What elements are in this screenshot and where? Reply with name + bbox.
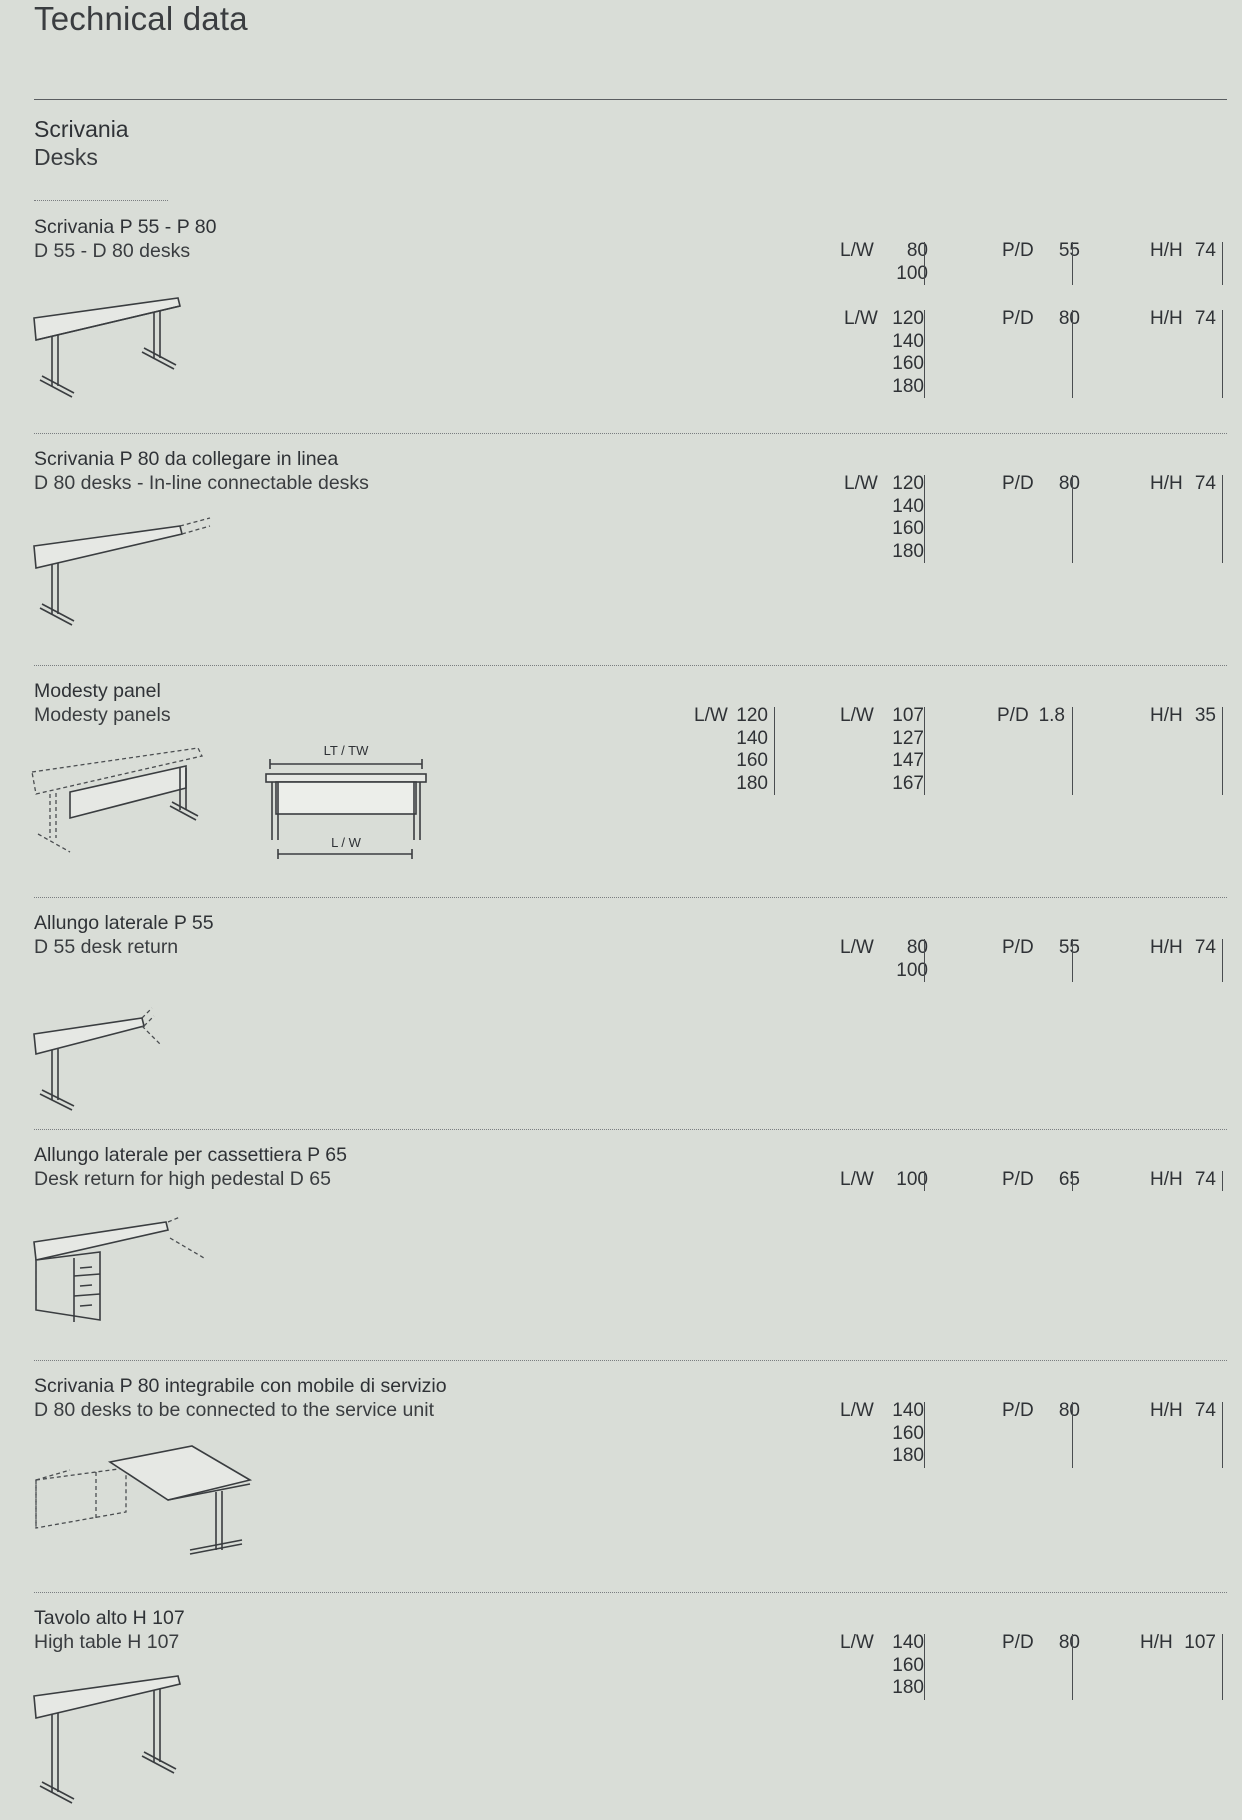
- title-divider: [34, 99, 1227, 100]
- dim-lw: L/W 120 140 160 180: [844, 473, 924, 562]
- item-title-it: Modesty panel: [34, 680, 161, 702]
- pedestal-return-illustration: [30, 1212, 210, 1327]
- section-title-it: Scrivania: [34, 116, 129, 142]
- dim-lw: L/W 140 160 180: [840, 1632, 924, 1698]
- item-title-it: Scrivania P 80 da collegare in linea: [34, 448, 339, 470]
- desk-illustration: [30, 290, 190, 405]
- item-title-en: High table H 107: [34, 1631, 180, 1653]
- service-unit-desk-illustration: [30, 1440, 260, 1565]
- dim-hh: H/H 74: [1148, 937, 1228, 982]
- dim-hh: H/H 35: [1148, 705, 1228, 795]
- diagram-label-top: LT / TW: [323, 743, 369, 758]
- dim-hh: H/H 107: [1138, 1632, 1228, 1700]
- dim-pd: P/D 80: [1002, 308, 1092, 398]
- dim-hh: H/H 74: [1148, 240, 1228, 285]
- item-title-it: Scrivania P 55 - P 80: [34, 216, 217, 238]
- section-divider: [34, 200, 168, 201]
- diagram-label-bottom: L / W: [331, 835, 361, 850]
- dim-pd: P/D 80: [1002, 473, 1092, 563]
- dim-pd: P/D 80: [1002, 1632, 1092, 1700]
- dim-lw: L/W 80 100: [840, 937, 928, 981]
- dim-hh: H/H 74: [1148, 1400, 1228, 1468]
- desk-return-illustration: [30, 1004, 180, 1114]
- dim-pd: P/D 55: [1002, 937, 1092, 982]
- dim-pd: P/D 80: [1002, 1400, 1092, 1468]
- item-title-it: Scrivania P 80 integrabile con mobile di servizio: [34, 1375, 447, 1397]
- item-divider: [34, 1592, 1227, 1593]
- dim-lw-desk: L/W 120 140 160 180: [694, 705, 784, 795]
- dim-lw: L/W 100: [840, 1169, 928, 1190]
- item-divider: [34, 665, 1227, 666]
- item-divider: [34, 433, 1227, 434]
- dim-lw: L/W 120 140 160 180: [844, 308, 924, 397]
- dim-hh: H/H 74: [1148, 1169, 1228, 1193]
- dim-hh: H/H 74: [1148, 308, 1228, 398]
- modesty-panel-front-diagram: [262, 740, 432, 860]
- item-title-en: Modesty panels: [34, 704, 171, 726]
- item-title-it: Allungo laterale P 55: [34, 912, 214, 934]
- item-title-en: D 55 - D 80 desks: [34, 240, 191, 262]
- item-title-it: Tavolo alto H 107: [34, 1607, 185, 1629]
- inline-desk-illustration: [30, 514, 210, 629]
- item-divider: [34, 1360, 1227, 1361]
- section-title-en: Desks: [34, 144, 98, 170]
- item-title-en: D 55 desk return: [34, 936, 179, 958]
- dim-lw: L/W 140 160 180: [840, 1400, 924, 1466]
- item-title-en: Desk return for high pedestal D 65: [34, 1168, 331, 1190]
- dim-pd: P/D 55: [1002, 240, 1092, 285]
- dim-lw: L/W 107 127 147 167: [840, 705, 924, 794]
- item-divider: [34, 1129, 1227, 1130]
- high-table-illustration: [30, 1668, 190, 1808]
- modesty-panel-illustration: [30, 738, 210, 858]
- item-divider: [34, 897, 1227, 898]
- page-title: Technical data: [34, 0, 248, 37]
- item-title-en: D 80 desks - In-line connectable desks: [34, 472, 369, 494]
- dim-hh: H/H 74: [1148, 473, 1228, 563]
- dim-pd: P/D 1.8: [997, 705, 1087, 795]
- item-title-it: Allungo laterale per cassettiera P 65: [34, 1144, 347, 1166]
- item-title-en: D 80 desks to be connected to the service unit: [34, 1399, 434, 1421]
- dim-lw: L/W 80 100: [840, 240, 928, 284]
- dim-pd: P/D 65: [1002, 1169, 1080, 1190]
